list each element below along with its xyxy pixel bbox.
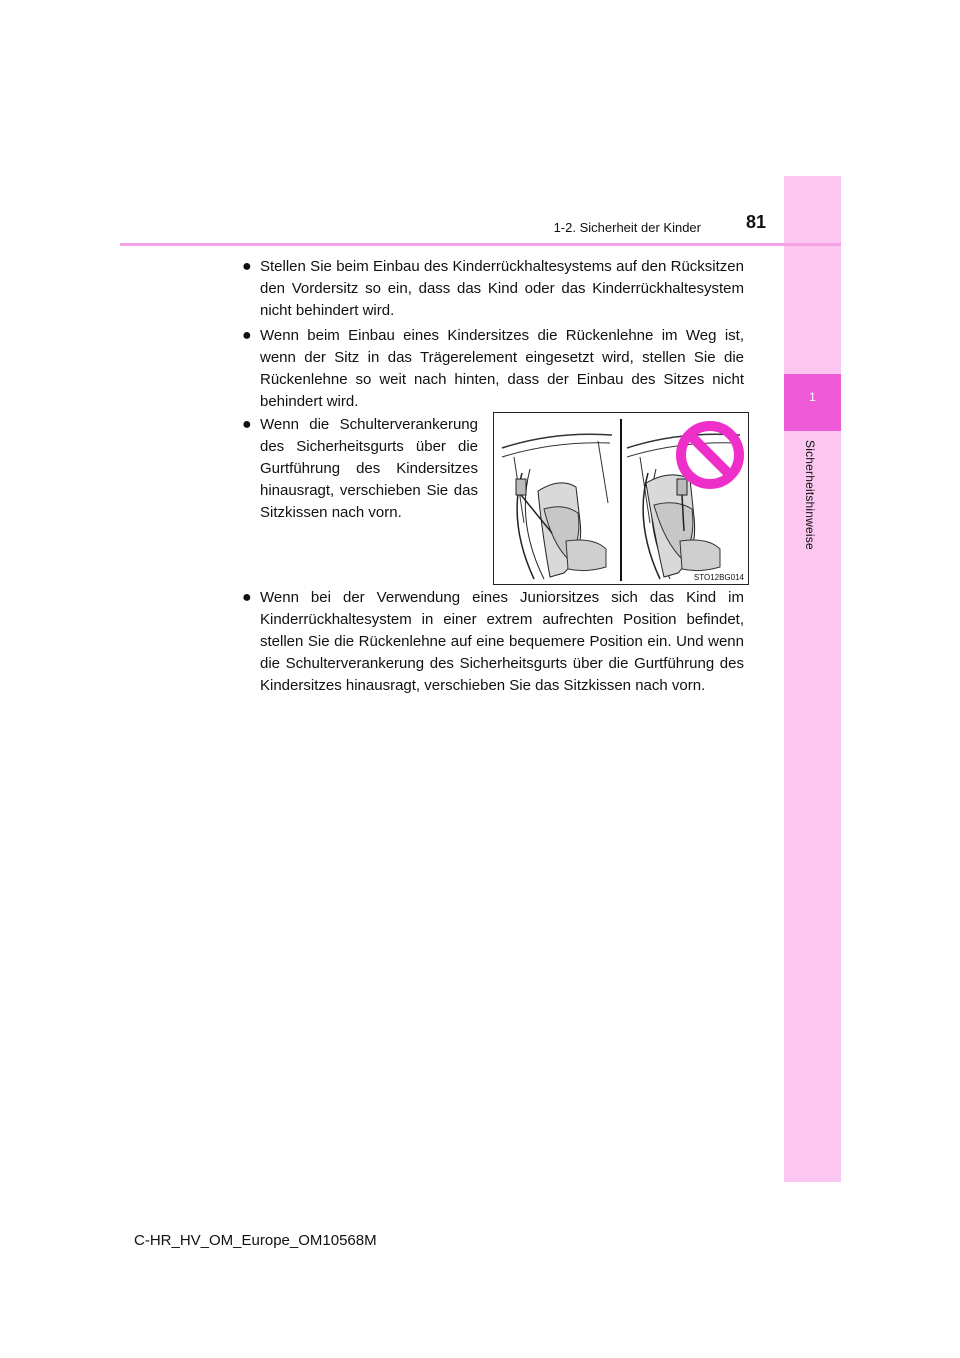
chapter-side-tab	[784, 176, 841, 1182]
page-number: 81	[745, 212, 766, 232]
bullet-dot-icon: ●	[242, 416, 252, 433]
manual-id-footer: C-HR_HV_OM_Europe_OM10568M	[134, 1232, 377, 1249]
bullet-text: Wenn beim Einbau eines Kindersitzes die Rückenlehne im Weg ist, wenn der Sitz in das Trägerelement eingesetzt wird, stellen Sie die Rückenlehne so weit nach hinten, dass der Einbau des Sitzes nicht behindert wird.	[260, 327, 744, 410]
bullet-item	[242, 325, 744, 413]
bullet-item	[242, 414, 478, 524]
bullet-item	[242, 587, 744, 697]
chapter-number: 1	[809, 390, 816, 404]
bullet-dot-icon: ●	[242, 589, 252, 606]
header-rule	[120, 243, 841, 246]
bullet-text: Stellen Sie beim Einbau des Kinderrückhaltesystems auf den Rücksitzen den Vordersitz so ein, dass das Kind oder das Kinderrückhaltesystem nicht behindert wird.	[260, 258, 744, 319]
child-seat-illustration	[493, 412, 749, 585]
bullet-dot-icon: ●	[242, 327, 252, 344]
bullet-text: Wenn bei der Verwendung eines Juniorsitzes sich das Kind im Kinderrückhaltesystem in einer extrem aufrechten Position befindet, stellen Sie die Rückenlehne auf eine bequemere Position ein. Und wenn die Schulterverankerung des Sicherheitsgurts über die Gurtführung des Kindersitzes hinausragt, verschieben Sie das Sitzkissen nach vorn.	[260, 589, 744, 694]
prohibition-icon	[674, 419, 746, 491]
bullet-text: Wenn die Schulterverankerung des Sicherheitsgurts über die Gurtführung des Kindersitzes hinausragt, verschieben Sie das Sitzkissen nach vorn.	[260, 416, 478, 521]
chapter-title: Sicherheitshinweise	[803, 440, 817, 550]
bullet-item	[242, 256, 744, 322]
section-title: 1-2. Sicherheit der Kinder	[553, 220, 701, 235]
bullet-dot-icon: ●	[242, 258, 252, 275]
figure-code: STO12BG014	[693, 573, 744, 582]
